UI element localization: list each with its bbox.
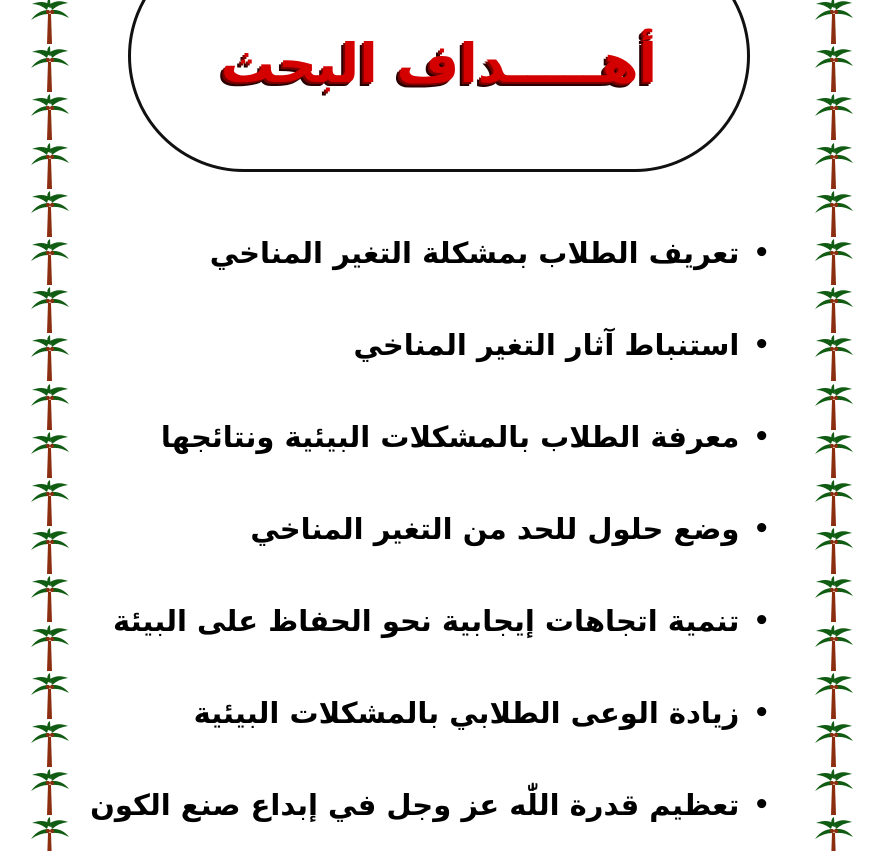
palm-tree-icon: [812, 625, 856, 671]
bullet-icon: •: [753, 422, 770, 452]
palm-tree-icon: [812, 94, 856, 140]
bullet-icon: •: [753, 698, 770, 728]
goal-item: [130, 483, 770, 575]
palm-tree-icon: [28, 576, 72, 622]
goal-text: تنمية اتجاهات إيجابية نحو الحفاظ على البيئة: [113, 604, 740, 638]
palm-tree-icon: [28, 94, 72, 140]
palm-tree-icon: [28, 432, 72, 478]
palm-tree-icon: [812, 673, 856, 719]
palm-tree-icon: [812, 721, 856, 767]
palm-tree-icon: [812, 769, 856, 815]
bullet-icon: •: [753, 514, 770, 544]
palm-tree-icon: [28, 239, 72, 285]
palm-tree-icon: [812, 46, 856, 92]
palm-tree-icon: [28, 287, 72, 333]
left-palm-border: [24, 0, 76, 851]
palm-tree-icon: [28, 46, 72, 92]
palm-tree-icon: [28, 721, 72, 767]
bullet-icon: •: [753, 790, 770, 820]
goal-item: [113, 575, 770, 667]
palm-tree-icon: [812, 817, 856, 851]
palm-tree-icon: [812, 576, 856, 622]
palm-tree-icon: [812, 480, 856, 526]
palm-tree-icon: [28, 191, 72, 237]
goals-list: [90, 207, 770, 851]
palm-tree-icon: [28, 335, 72, 381]
palm-tree-icon: [28, 143, 72, 189]
right-palm-border: [808, 0, 860, 851]
palm-tree-icon: [812, 191, 856, 237]
goal-text: استنباط آثار التغير المناخي: [353, 328, 740, 362]
goal-item: [130, 299, 770, 391]
palm-tree-icon: [812, 528, 856, 574]
goal-text: تعظيم قدرة اللّٰه عز وجل في إبداع صنع الكون: [90, 788, 740, 822]
palm-tree-icon: [812, 239, 856, 285]
palm-tree-icon: [812, 0, 856, 44]
palm-tree-icon: [812, 143, 856, 189]
palm-tree-icon: [812, 287, 856, 333]
palm-tree-icon: [812, 335, 856, 381]
palm-tree-icon: [28, 384, 72, 430]
goal-item: [130, 207, 770, 299]
goal-text: معرفة الطلاب بالمشكلات البيئية ونتائجها: [160, 420, 740, 454]
goal-text: زيادة الوعى الطلابي بالمشكلات البيئية: [193, 696, 740, 730]
palm-tree-icon: [28, 528, 72, 574]
goal-text: تعريف الطلاب بمشكلة التغير المناخي: [209, 236, 740, 270]
bullet-icon: •: [753, 238, 770, 268]
palm-tree-icon: [28, 0, 72, 44]
palm-tree-icon: [812, 432, 856, 478]
goal-item: [130, 391, 770, 483]
bullet-icon: •: [753, 606, 770, 636]
palm-tree-icon: [28, 480, 72, 526]
palm-tree-icon: [28, 769, 72, 815]
goal-text: وضع حلول للحد من التغير المناخي: [250, 512, 740, 546]
bullet-icon: •: [753, 330, 770, 360]
palm-tree-icon: [812, 384, 856, 430]
palm-tree-icon: [28, 817, 72, 851]
goal-item: [130, 667, 770, 759]
palm-tree-icon: [28, 625, 72, 671]
goal-item: [90, 759, 770, 851]
page-title: أهـــــداف البحث: [220, 32, 658, 95]
palm-tree-icon: [28, 673, 72, 719]
